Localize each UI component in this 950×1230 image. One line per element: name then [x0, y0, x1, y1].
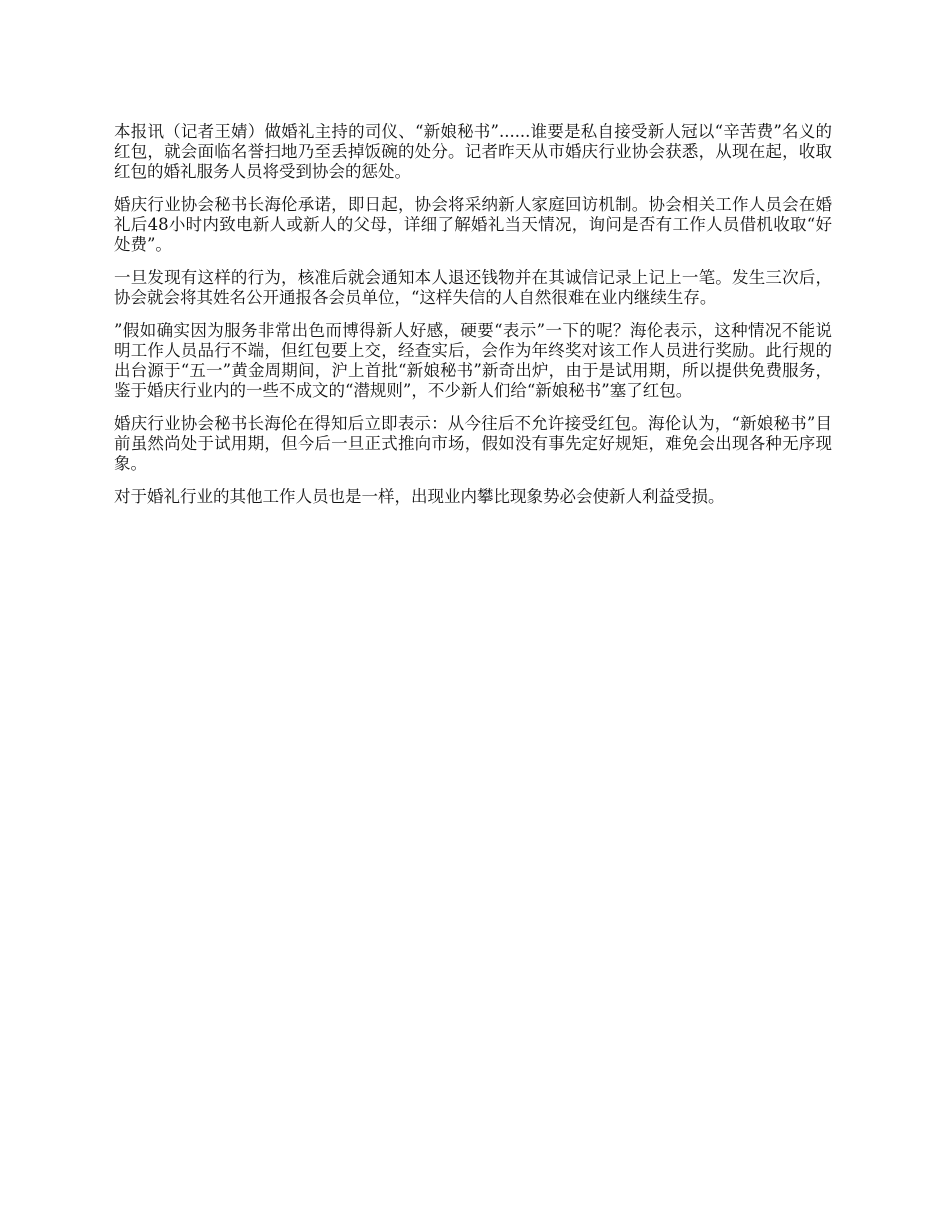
paragraph-4: ”假如确实因为服务非常出色而博得新人好感，硬要“表示”一下的呢？海伦表示，这种情况不能说明工作人员品行不端，但红包要上交，经查实后，会作为年终奖对该工作人员进行奖励。此行规的出台源于“五一”黄金周期间，沪上首批“新娘秘书”新奇出炉，由于是试用期，所以提供免费服务，鉴于婚庆行业内的一些不成文的“潜规则”，不少新人们给“新娘秘书”塞了红包。: [114, 321, 832, 400]
article-body: [114, 122, 832, 520]
paragraph-1: 本报讯（记者王婧）做婚礼主持的司仪、“新娘秘书”......谁要是私自接受新人冠以“辛苦费”名义的红包，就会面临名誉扫地乃至丢掉饭碗的处分。记者昨天从市婚庆行业协会获悉，从现在起，收取红包的婚礼服务人员将受到协会的惩处。: [114, 122, 832, 181]
paragraph-2: 婚庆行业协会秘书长海伦承诺，即日起，协会将采纳新人家庭回访机制。协会相关工作人员会在婚礼后48小时内致电新人或新人的父母，详细了解婚礼当天情况，询问是否有工作人员借机收取“好处费”。: [114, 195, 832, 254]
paragraph-5: 婚庆行业协会秘书长海伦在得知后立即表示：从今往后不允许接受红包。海伦认为，“新娘秘书”目前虽然尚处于试用期，但今后一旦正式推向市场，假如没有事先定好规矩，难免会出现各种无序现象。: [114, 414, 832, 473]
paragraph-3: 一旦发现有这样的行为，核准后就会通知本人退还钱物并在其诚信记录上记上一笔。发生三次后，协会就会将其姓名公开通报各会员单位，“这样失信的人自然很难在业内继续生存。: [114, 268, 832, 307]
paragraph-6: 对于婚礼行业的其他工作人员也是一样，出现业内攀比现象势必会使新人利益受损。: [114, 487, 725, 506]
